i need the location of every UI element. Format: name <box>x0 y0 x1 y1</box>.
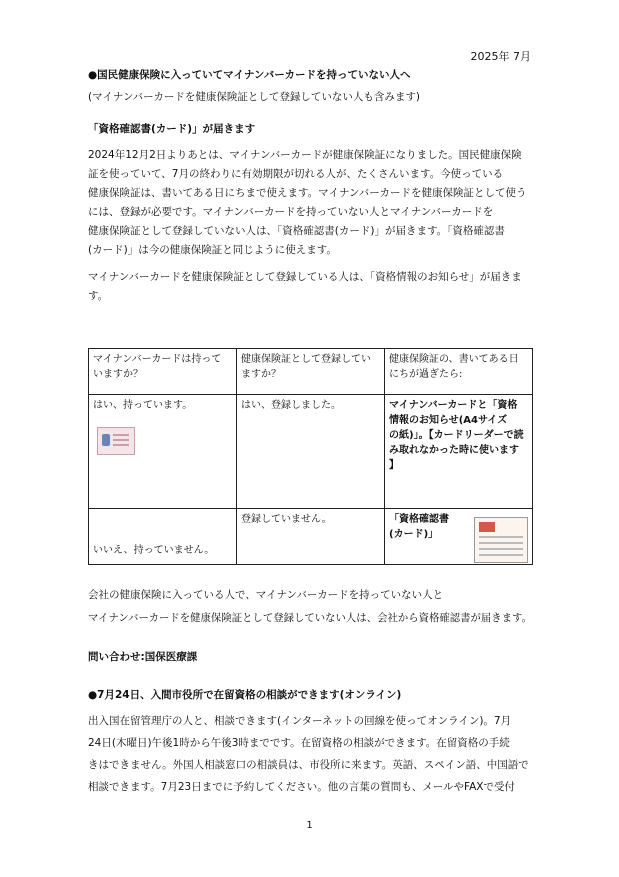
table-header-row <box>89 349 533 395</box>
col2-header: 健康保険証として登録してい ますか？ <box>237 349 385 395</box>
page-number: 1 <box>306 820 313 831</box>
section1-heading: ●国民健康保険に入っていてマイナンバーカードを持っていない人へ <box>88 69 411 81</box>
row1-col2: はい、登録しました。 <box>237 395 385 509</box>
row3-col1: いいえ、持っていません。 <box>89 509 237 565</box>
paragraph3-line: マイナンバーカードを健康保険証として登録していない人は、会社から資格確認書が届きます。 <box>88 612 532 624</box>
col3-header: 健康保険証の、書いてある日 にちが過ぎたら: <box>385 349 533 395</box>
section2-line: 24日(木曜日)午後1時から午後3時までです。在留資格の相談ができます。在留資格の手続 <box>88 737 510 749</box>
section2-line: きはできません。外国人相談窓口の相談員は、市役所に来ます。英語、スペイン語、中国語で <box>88 759 529 771</box>
paragraph1-line: 健康保険証は、書いてある日にちまで使えます。マイナンバーカードを健康保険証として使う <box>88 187 527 199</box>
paragraph1-line: 健康保険証として登録していない人は、「資格確認書(カード)」が届きます。「資格確認書 <box>88 225 505 237</box>
section1-title: 「資格確認書(カード)」が届きます <box>88 123 256 135</box>
eligibility-certificate-image <box>474 517 528 563</box>
section1-subheading: (マイナンバーカードを健康保険証として登録していない人も含みます) <box>88 91 421 103</box>
row1-col3: マイナンバーカードと「資格 情報のお知らせ(A4サイズ の紙)」。【カードリーダーで読 み取れなかった時に使います 】 <box>385 395 533 509</box>
contact-info: 問い合わせ:国保医療課 <box>88 651 198 663</box>
row2-col3: 「資格確認書 (カード)」 <box>385 509 533 565</box>
section2-line: 出入国在留管理庁の人と、相談できます(インターネットの回線を使ってオンライン)。7月 <box>88 715 512 727</box>
paragraph2-line: す。 <box>88 290 109 302</box>
col1-header: マイナンバーカードは持って いますか？ <box>89 349 237 395</box>
row2-col2: 登録していません。 <box>237 509 385 565</box>
paragraph1-line: 証を使っていて、7月の終わりに有効期限が切れる人が、たくさんいます。今使っている <box>88 168 504 180</box>
paragraph3-line: 会社の健康保険に入っている人で、マイナンバーカードを持っていない人と <box>88 589 444 601</box>
table-row <box>89 509 533 565</box>
row1-col1: はい、持っています。 <box>89 395 237 509</box>
paragraph1-line: には、登録が必要です。マイナンバーカードを持っていない人とマイナンバーカードを <box>88 206 494 218</box>
paragraph1-line: 2024年12月2日よりあとは、マイナンバーカードが健康保険証になりました。国民健康保険 <box>88 149 522 161</box>
my-number-card-image <box>97 427 135 455</box>
section2-line: 相談できます。7月23日までに予約してください。他の言葉の質問も、メールやFAXで受付 <box>88 781 515 793</box>
insurance-status-table <box>88 348 533 565</box>
paragraph1-line: (カード)」は今の健康保険証と同じように使えます。 <box>88 244 337 256</box>
section2-heading: ●7月24日、入間市役所で在留資格の相談ができます(オンライン) <box>88 689 402 701</box>
issue-date: 2025年 7月 <box>470 50 531 63</box>
paragraph2-line: マイナンバーカードを健康保険証として登録している人は、「資格情報のお知らせ」が届きま <box>88 271 522 283</box>
table-row <box>89 395 533 509</box>
